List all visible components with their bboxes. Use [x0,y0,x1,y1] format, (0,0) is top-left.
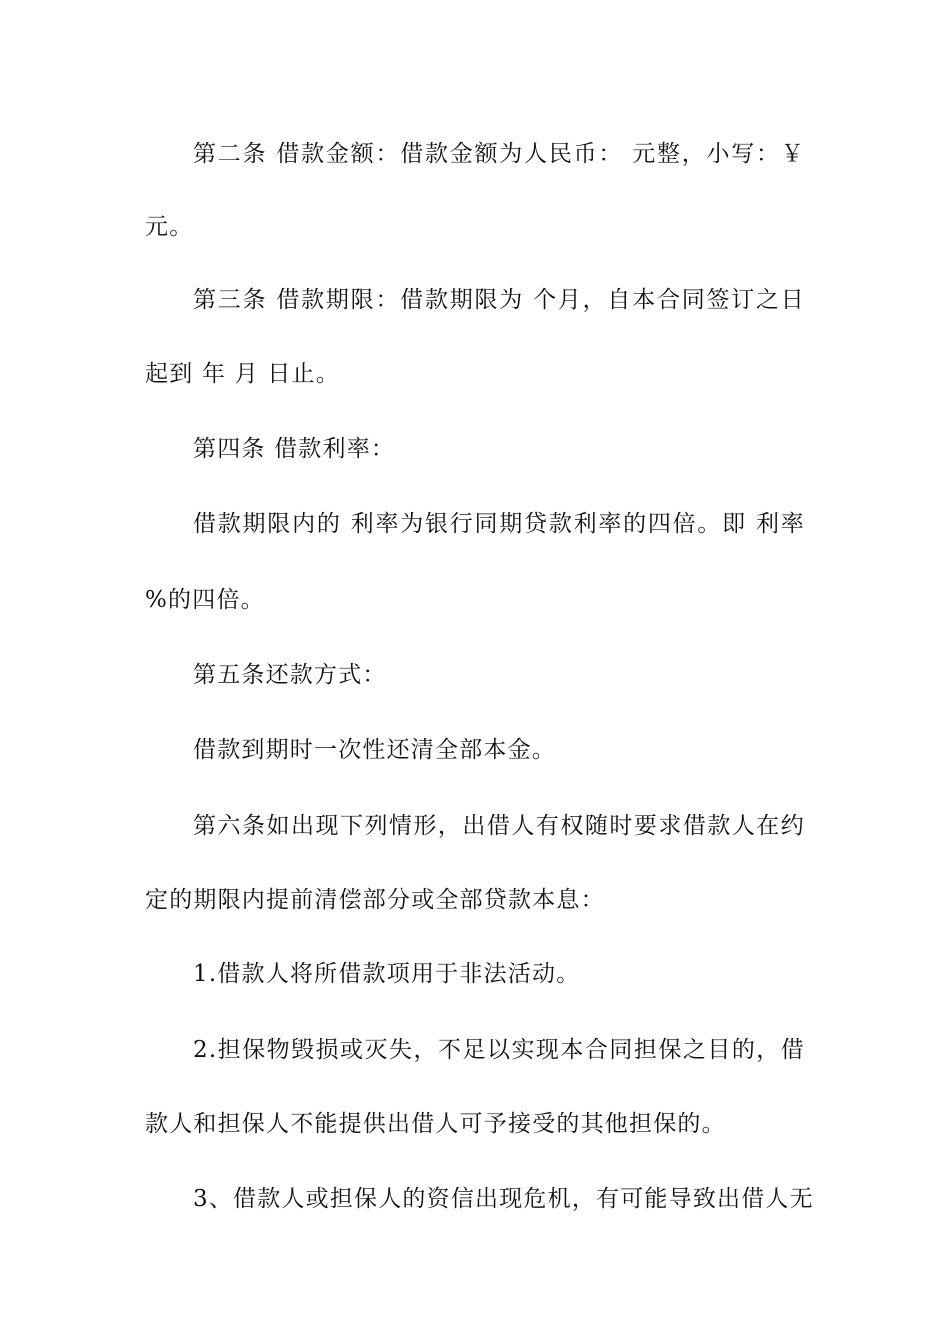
clause-6-line-1: 第六条如出现下列情形，出借人有权随时要求借款人在约 [193,813,805,839]
clause-4-line-1: 借款期限内的 利率为银行同期贷款利率的四倍。即 利率 [193,511,805,537]
clause-5-line-1: 借款到期时一次性还清全部本金。 [193,737,556,763]
item-1: 1.借款人将所借款项用于非法活动。 [193,961,581,987]
clause-2-line-1: 第二条 借款金额：借款金额为人民币： 元整，小写：￥ [193,141,805,167]
item-2-line-2: 款人和担保人不能提供出借人可予接受的其他担保的。 [145,1111,726,1137]
clause-3-line-1: 第三条 借款期限：借款期限为 个月，自本合同签订之日 [193,287,805,313]
clause-6-line-2: 定的期限内提前清偿部分或全部贷款本息： [145,887,605,913]
clause-4-line-2: %的四倍。 [145,587,265,613]
clause-4-heading: 第四条 借款利率： [193,436,396,462]
clause-2-line-2: 元。 [145,214,194,240]
item-3-line-1: 3、借款人或担保人的资信出现危机，有可能导致出借人无 [193,1186,814,1212]
item-2-line-1: 2.担保物毁损或灭失，不足以实现本合同担保之目的，借 [193,1037,805,1063]
clause-5-heading: 第五条还款方式： [193,662,387,688]
clause-3-line-2: 起到 年 月 日止。 [145,361,340,387]
